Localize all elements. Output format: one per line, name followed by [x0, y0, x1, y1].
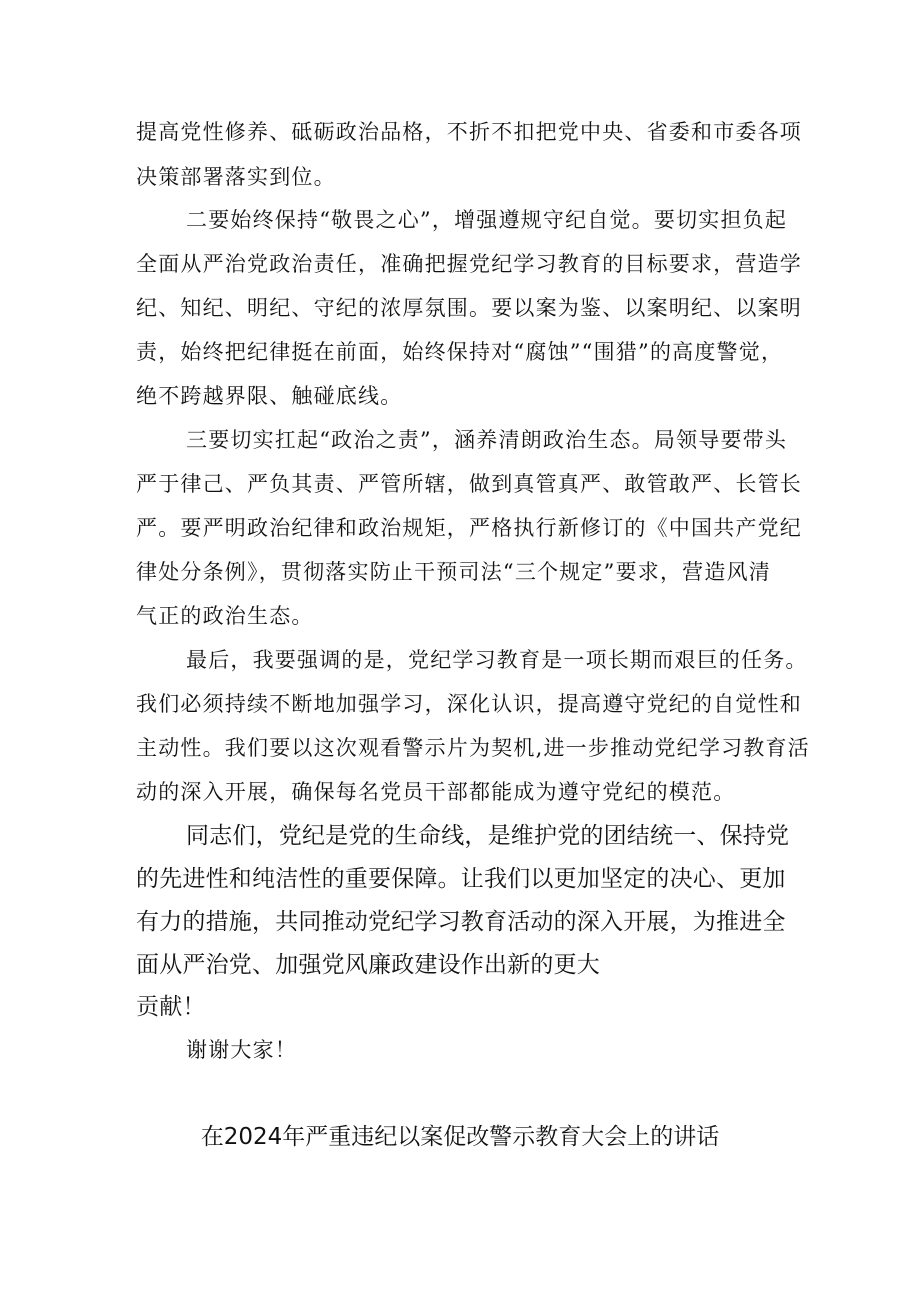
text-line: 的先进性和纯洁性的重要保障。让我们以更加坚定的决心、更加 — [136, 866, 786, 892]
text-line: 二要始终保持“敬畏之心”，增强遵规守纪自觉。要切实担负起 — [186, 208, 788, 232]
text-line: 最后，我要强调的是，党纪学习教育是一项长期而艰巨的任务。 — [186, 648, 808, 672]
text-line: 主动性。我们要以这次观看警示片为契机,进一步推动党纪学习教育活 — [136, 736, 810, 760]
text-line: 有力的措施，共同推动党纪学习教育活动的深入开展，为推进全 — [136, 909, 786, 935]
text-line: 谢谢大家！ — [186, 1038, 297, 1062]
text-line: 决策部署落实到位。 — [136, 165, 336, 189]
text-line: 三要切实扛起“政治之责”，涵养清朗政治生态。局领导要带头 — [186, 428, 788, 452]
text-line: 提高党性修养、砥砺政治品格，不折不扣把党中央、省委和市委各项 — [136, 120, 802, 144]
text-line: 律处分条例》，贯彻落实防止干预司法“三个规定”要求，营造风清 — [136, 560, 771, 584]
text-line: 贡献！ — [136, 994, 206, 1020]
text-line: 同志们，党纪是党的生命线，是维护党的团结统一、保持党 — [186, 823, 790, 849]
text-line: 面从严治党、加强党风廉政建设作出新的更大 — [136, 952, 600, 978]
text-line: 责，始终把纪律挺在前面，始终保持对“腐蚀”“围猎”的高度警觉， — [136, 340, 784, 364]
text-line: 绝不跨越界限、触碰底线。 — [136, 384, 403, 408]
text-line: 严于律己、严负其责、严管所辖，做到真管真严、敢管敢严、长管长 — [136, 472, 802, 496]
text-line: 全面从严治党政治责任，准确把握党纪学习教育的目标要求，营造学 — [136, 252, 802, 276]
text-line: 纪、知纪、明纪、守纪的浓厚氛围。要以案为鉴、以案明纪、以案明 — [136, 296, 802, 320]
text-line: 严。要严明政治纪律和政治规矩，严格执行新修订的《中国共产党纪 — [136, 516, 802, 540]
text-line: 气正的政治生态。 — [136, 604, 314, 628]
next-speech-title: 在2024年严重违纪以案促改警示教育大会上的讲话 — [200, 1124, 720, 1150]
text-line: 我们必须持续不断地加强学习，深化认识，提高遵守党纪的自觉性和 — [136, 692, 802, 716]
text-line: 动的深入开展，确保每名党员干部都能成为遵守党纪的模范。 — [136, 780, 736, 804]
